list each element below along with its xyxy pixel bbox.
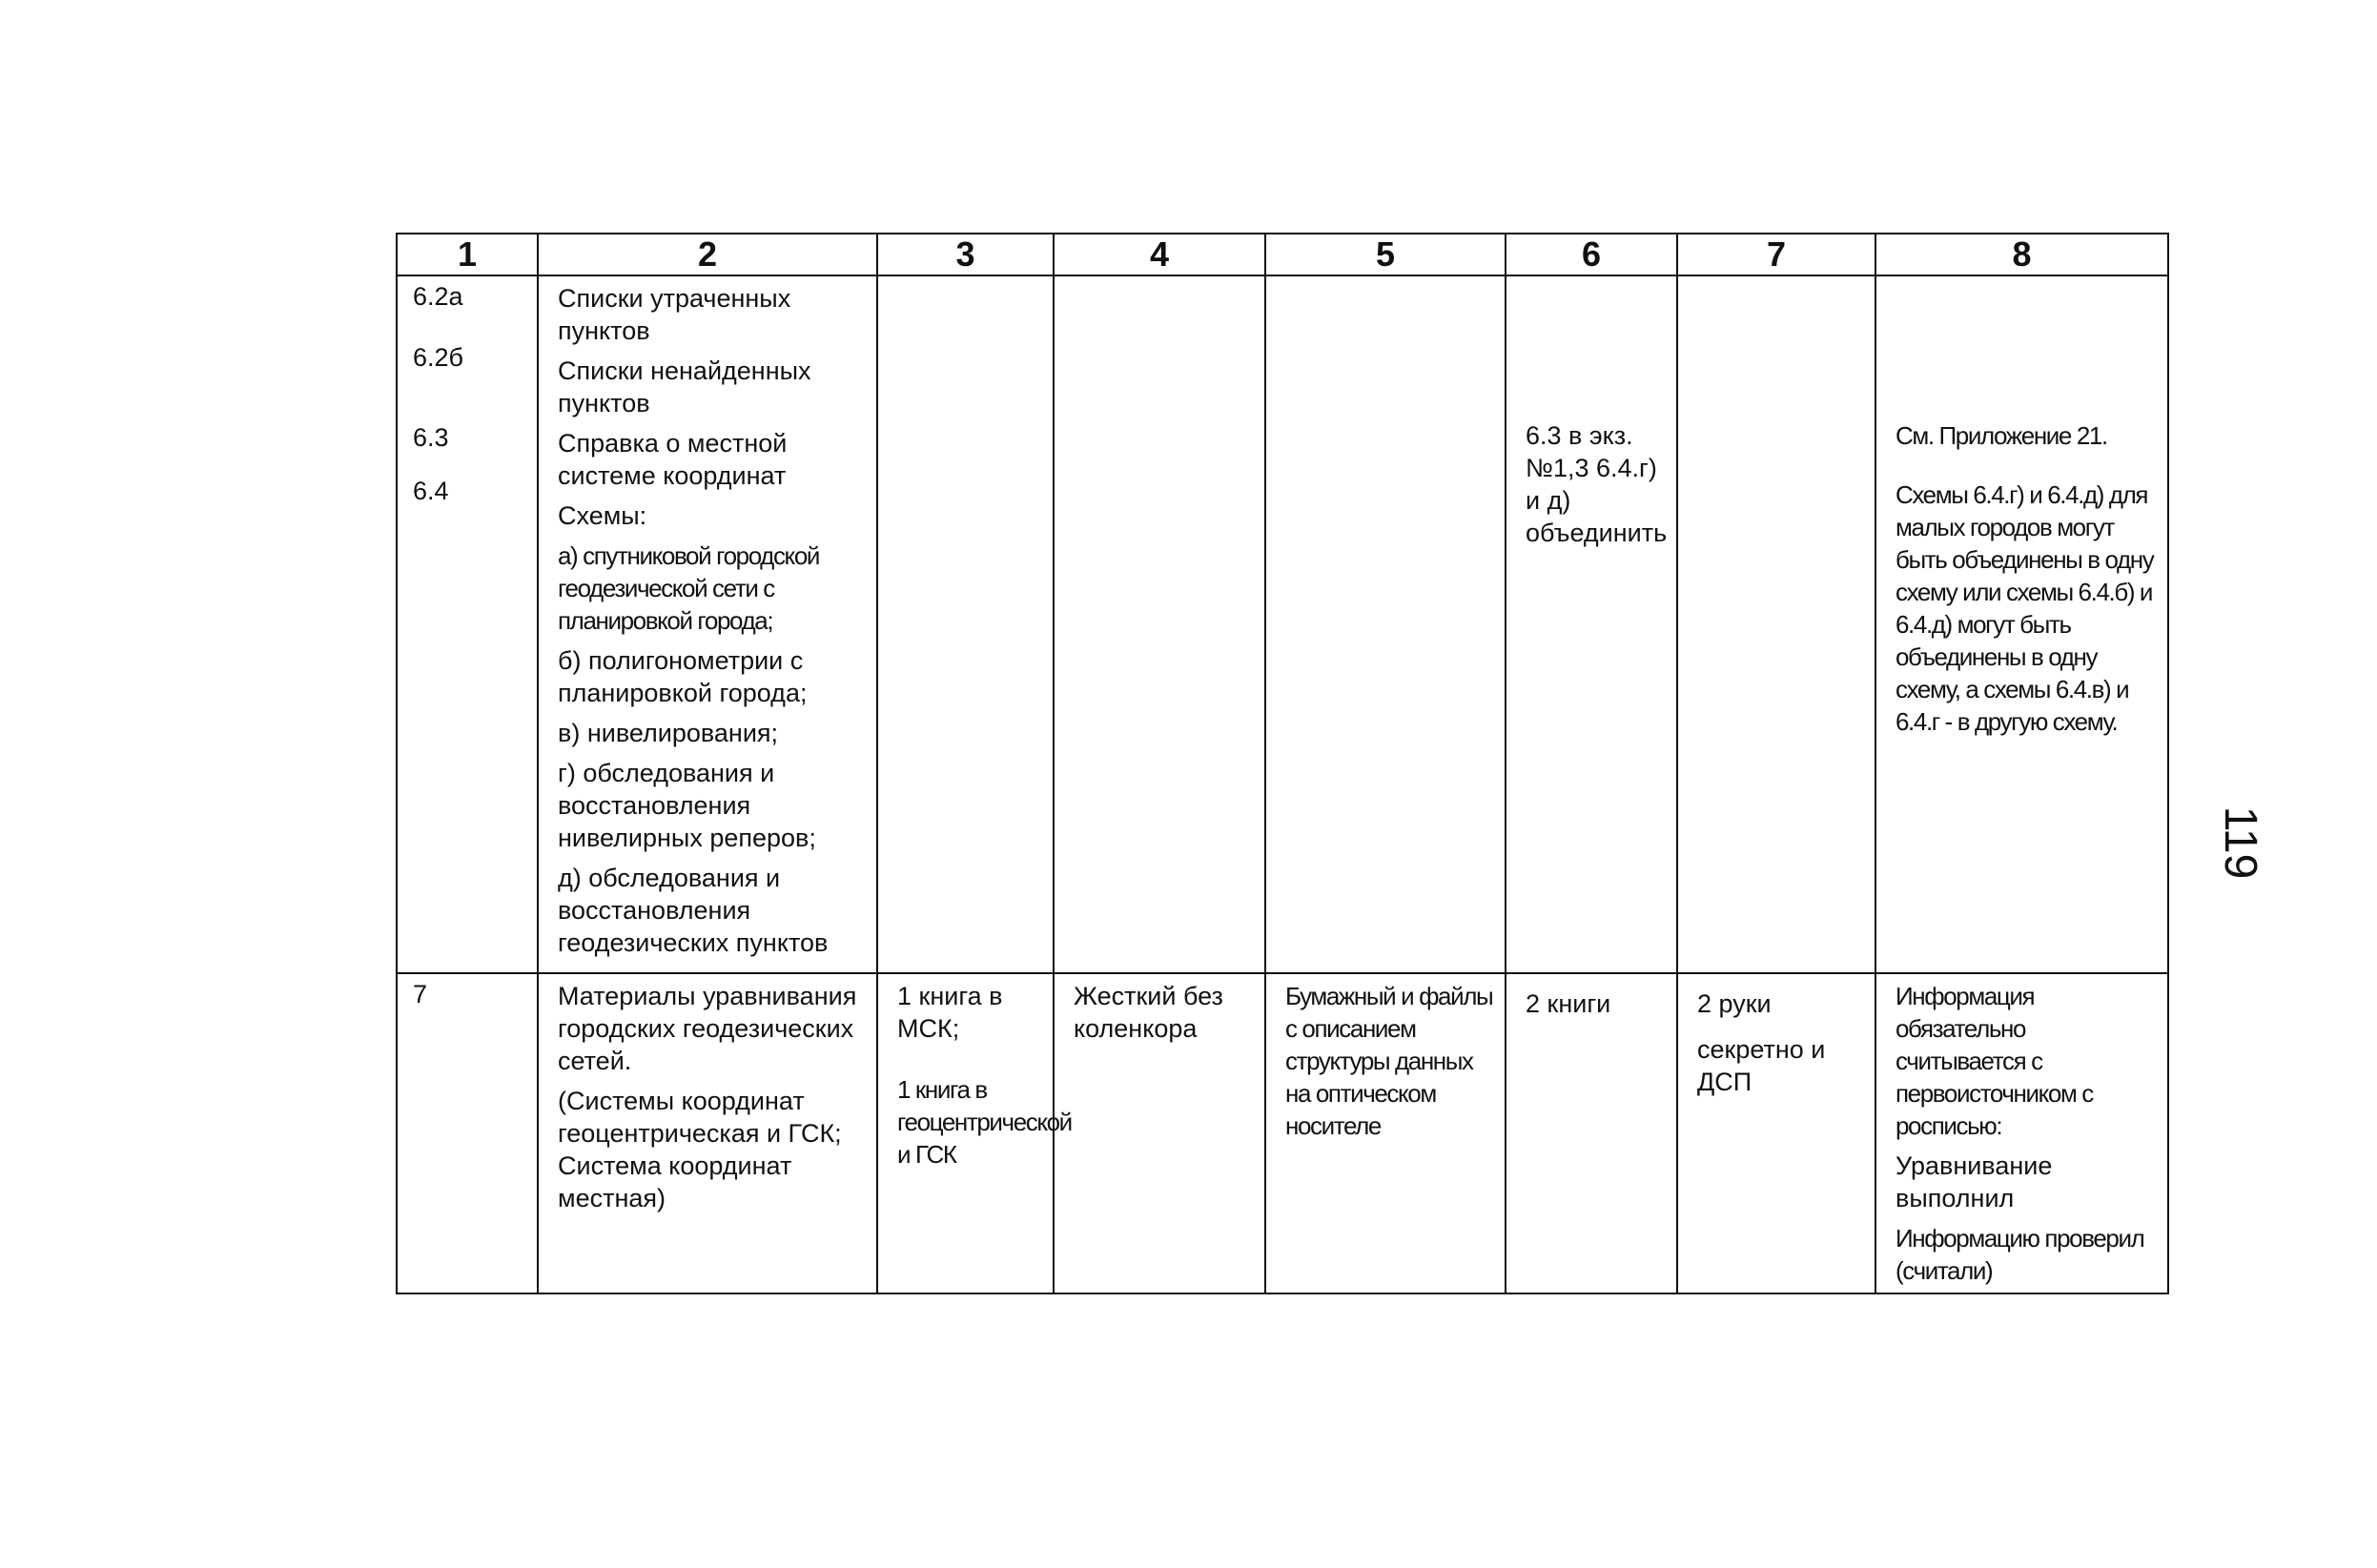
item-number: 6.2а [413, 282, 463, 311]
row1-col6 [1506, 275, 1677, 973]
schemes-merge-note: Схемы 6.4.г) и 6.4.д) для малых городов могут быть объединены в одну схему или схемы 6.4.б) и 6.4.д) могут быть объединены в одну схему, а схемы 6.4.в) и 6.4.г - в другую схему. [1895, 480, 2154, 736]
scheme-d-text: г) обследования и восстановления нивелирных реперов; [558, 759, 816, 852]
scheme-e-text: д) обследования и восстановления геодезических пунктов [558, 864, 829, 957]
header-col-5: 5 [1265, 234, 1506, 275]
document-table [396, 233, 2169, 1294]
verification-note: Информация обязательно считывается с первоисточником с росписью: [1895, 982, 2093, 1140]
merge-note-text: 6.3 в экз.№1,3 6.4.г) и д) объединить [1526, 421, 1668, 547]
information-checked-text: Информацию проверил (считали) [1895, 1224, 2144, 1285]
header-col-6: 6 [1506, 234, 1677, 275]
item-number: 6.4 [413, 477, 449, 505]
row1-col7 [1677, 275, 1875, 973]
row2-col4 [1054, 973, 1265, 1293]
header-col-1: 1 [397, 234, 538, 275]
scheme-c-text: в) нивелирования; [558, 719, 779, 747]
not-found-points-text: Списки ненайденных пунктов [558, 356, 811, 417]
item-number: 7 [413, 980, 428, 1008]
row2-col5 [1265, 973, 1506, 1293]
adjustment-performed-text: Уравнивание выполнил [1895, 1151, 2053, 1212]
row1-col8 [1875, 275, 2168, 973]
row1-col4 [1054, 275, 1265, 973]
hands-text: 2 руки [1697, 989, 1772, 1018]
item-number: 6.3 [413, 423, 449, 452]
lost-points-text: Списки утраченных пунктов [558, 284, 791, 345]
scheme-a-text: а) спутниковой городской геодезической сети с планировкой города; [558, 541, 820, 635]
media-text: Бумажный и файлы с описанием структуры данных на оптическом носителе [1285, 982, 1493, 1140]
table-row [397, 973, 2168, 1293]
header-col-3: 3 [877, 234, 1054, 275]
header-col-7: 7 [1677, 234, 1875, 275]
secrecy-text: секретно и ДСП [1697, 1035, 1826, 1096]
item-number: 6.2б [413, 343, 463, 372]
header-col-8: 8 [1875, 234, 2168, 275]
row2-col1 [397, 973, 538, 1293]
page-number: 119 [2215, 805, 2265, 880]
local-coords-text: Справка о местной системе координат [558, 429, 788, 490]
row2-col8 [1875, 973, 2168, 1293]
row1-col2 [538, 275, 877, 973]
binding-text: Жесткий без коленкора [1074, 982, 1223, 1043]
row1-col1 [397, 275, 538, 973]
row2-col6 [1506, 973, 1677, 1293]
appendix-reference: См. Приложение 21. [1895, 421, 2107, 450]
header-col-4: 4 [1054, 234, 1265, 275]
header-col-2: 2 [538, 234, 877, 275]
scheme-b-text: б) полигонометрии с планировкой города; [558, 646, 808, 707]
row2-col2 [538, 973, 877, 1293]
book-geocentric-text: 1 книга в геоцентрической и ГСК [897, 1075, 1072, 1169]
row2-col3 [877, 973, 1072, 1293]
table-row [397, 275, 2168, 973]
adjustment-materials-text: Материалы уравнивания городских геодезических сетей. [558, 982, 857, 1075]
books-count-text: 2 книги [1526, 989, 1611, 1018]
header-row [397, 234, 2168, 275]
row1-col5 [1265, 275, 1506, 973]
row2-col7 [1677, 973, 1875, 1293]
coordinate-systems-text: (Системы координат геоцентрическая и ГСК; Система координат местная) [558, 1087, 842, 1212]
book-msk-text: 1 книга в МСК; [897, 982, 1003, 1043]
row1-col3 [877, 275, 1054, 973]
schemes-heading: Схемы: [558, 501, 647, 530]
